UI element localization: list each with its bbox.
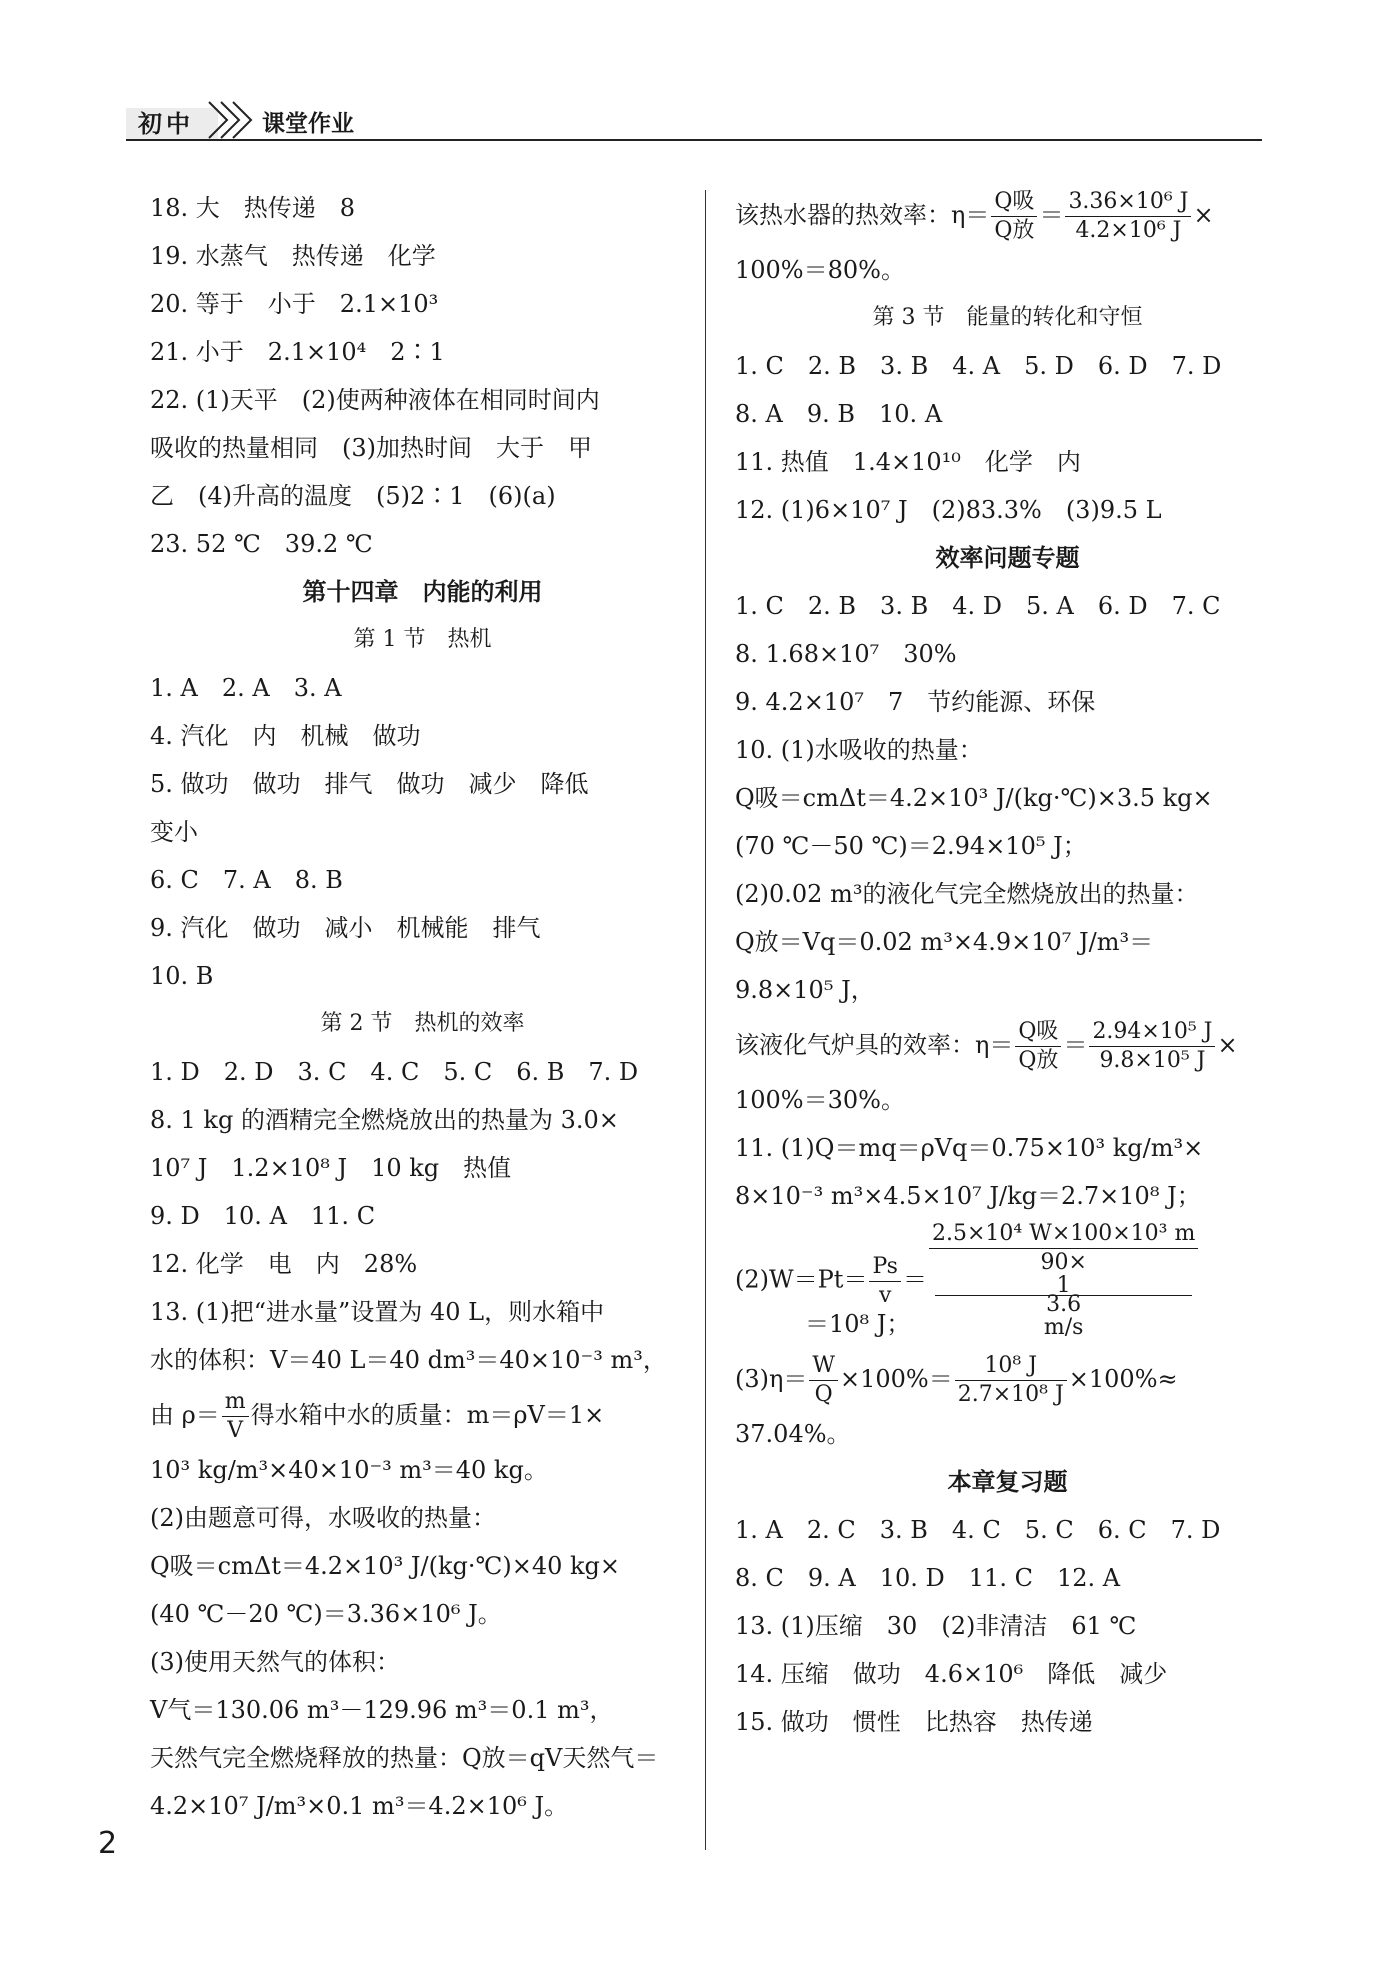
answer-line: 37.04%。 [735, 1420, 851, 1448]
right-column [735, 184, 1280, 1746]
answer-line: 10. B [150, 962, 214, 990]
text-segment: ＝ [902, 1265, 927, 1294]
fraction-denominator [929, 1249, 1198, 1342]
answer-line: 15. 做功 惯性 比热容 热传递 [735, 1708, 1093, 1736]
text-segment: × [1193, 201, 1214, 229]
fraction [222, 1388, 249, 1445]
answer-line: Q吸＝cmΔt＝4.2×10³ J/(kg·℃)×40 kg× [150, 1552, 621, 1580]
answer-line: 水的体积：V＝40 L＝40 dm³＝40×10⁻³ m³， [150, 1346, 667, 1374]
answer-line: 1. C 2. B 3. B 4. A 5. D 6. D 7. D [735, 352, 1222, 380]
fraction-numerator: 3.36×10⁶ J [1065, 188, 1191, 217]
answer-line: 1. C 2. B 3. B 4. D 5. A 6. D 7. C [735, 592, 1221, 620]
answer-line: 6. C 7. A 8. B [150, 866, 343, 894]
answer-line: 9. D 10. A 11. C [150, 1202, 376, 1230]
fraction-numerator: 2.94×10⁵ J [1089, 1018, 1215, 1047]
answer-line: 天然气完全燃烧释放的热量：Q放＝qV天然气＝ [150, 1744, 659, 1772]
answer-line: 1. A 2. A 3. A [150, 674, 342, 702]
answer-line: 23. 52 ℃ 39.2 ℃ [150, 530, 373, 558]
fraction-denominator: v [879, 1282, 892, 1308]
answer-line: 21. 小于 2.1×10⁴ 2∶1 [150, 338, 445, 366]
header-series-title: 课堂作业 [262, 111, 354, 137]
fraction-denominator: 3.6 [1046, 1292, 1082, 1317]
fraction [1065, 188, 1191, 245]
column-divider [705, 190, 706, 1850]
answer-line: 乙 (4)升高的温度 (5)2∶1 (6)(a) [150, 482, 556, 510]
answer-line: (40 ℃－20 ℃)＝3.36×10⁶ J。 [150, 1600, 502, 1628]
page-number: 2 [98, 1826, 118, 1861]
answer-line: 22. (1)天平 (2)使两种液体在相同时间内 [150, 386, 600, 414]
answer-line: 8. 1 kg 的酒精完全燃烧放出的热量为 3.0× [150, 1106, 619, 1134]
double-chevron-icon [205, 98, 255, 142]
header-grade: 初中 [138, 110, 194, 138]
fraction-numerator: Q吸 [991, 188, 1037, 217]
answer-line: 10³ kg/m³×40×10⁻³ m³＝40 kg。 [150, 1456, 548, 1484]
text-segment: 得水箱中水的质量：m＝ρV＝1× [250, 1401, 605, 1429]
text-segment: (3)η＝ [735, 1365, 808, 1393]
answer-line: 11. (1)Q＝mq＝ρVq＝0.75×10³ kg/m³× [735, 1134, 1204, 1162]
answer-line: 8×10⁻³ m³×4.5×10⁷ J/kg＝2.7×10⁸ J； [735, 1182, 1201, 1210]
section-title: 第 1 节 热机 [353, 627, 492, 652]
answer-line: 100%＝80%。 [735, 256, 905, 284]
fraction [1089, 1018, 1215, 1075]
text-segment: ×100%＝ [840, 1365, 953, 1393]
formula-line [150, 1384, 695, 1446]
text-segment: ×100%≈ [1068, 1365, 1178, 1393]
text-segment: 该液化气炉具的效率：η＝ [735, 1031, 1014, 1059]
fraction [929, 1220, 1198, 1342]
fraction-denominator: 4.2×10⁶ J [1075, 218, 1182, 243]
fraction-denominator: Q [814, 1382, 833, 1407]
text-segment: 该热水器的热效率：η＝ [735, 201, 990, 229]
text-segment: (2)W＝Pt＝ [735, 1265, 868, 1294]
text-segment: 由 ρ＝ [150, 1401, 220, 1429]
formula-line [735, 1348, 1280, 1410]
answer-line: 12. 化学 电 内 28% [150, 1250, 418, 1278]
answer-line: (2)0.02 m³的液化气完全燃烧放出的热量： [735, 880, 1199, 908]
section-title: 第 3 节 能量的转化和守恒 [872, 305, 1143, 330]
fraction [991, 188, 1037, 245]
answer-line: 9. 汽化 做功 减小 机械能 排气 [150, 914, 541, 942]
answer-line: 19. 水蒸气 热传递 化学 [150, 242, 436, 270]
answer-line: 变小 [150, 818, 198, 846]
answer-line: 18. 大 热传递 8 [150, 194, 356, 222]
text-segment: ＝ [1039, 201, 1064, 229]
answer-line: ＝10⁸ J； [805, 1310, 911, 1338]
text-segment: m/s [1043, 1315, 1084, 1340]
answer-line: 5. 做功 做功 排气 做功 减少 降低 [150, 770, 589, 798]
answer-line: 11. 热值 1.4×10¹⁰ 化学 内 [735, 448, 1081, 476]
answer-line: V气＝130.06 m³－129.96 m³＝0.1 m³， [150, 1696, 614, 1724]
text-segment: 90× [1040, 1250, 1087, 1275]
chapter-title: 第十四章 内能的利用 [302, 578, 543, 606]
answer-line: 100%＝30%。 [735, 1086, 905, 1114]
answer-line: 20. 等于 小于 2.1×10³ [150, 290, 439, 318]
answer-line: Q吸＝cmΔt＝4.2×10³ J/(kg·℃)×3.5 kg× [735, 784, 1213, 812]
formula-line [735, 184, 1280, 246]
fraction-numerator: 2.5×10⁴ W×100×10³ m [929, 1220, 1198, 1249]
fraction-denominator: 2.7×10⁸ J [957, 1382, 1064, 1407]
answer-line: 12. (1)6×10⁷ J (2)83.3% (3)9.5 L [735, 496, 1162, 524]
answer-line: 13. (1)把“进水量”设置为 40 L，则水箱中 [150, 1298, 605, 1326]
answer-line: 吸收的热量相同 (3)加热时间 大于 甲 [150, 434, 592, 462]
answer-line: 9. 4.2×10⁷ 7 节约能源、环保 [735, 688, 1096, 716]
fraction [955, 1352, 1067, 1409]
inner-fraction [932, 1273, 1195, 1317]
fraction-denominator: V [227, 1418, 244, 1443]
answer-line: 14. 压缩 做功 4.6×10⁶ 降低 减少 [735, 1660, 1168, 1688]
answer-line: 1. A 2. C 3. B 4. C 5. C 6. C 7. D [735, 1516, 1221, 1544]
answer-line: 8. A 9. B 10. A [735, 400, 943, 428]
fraction-numerator: 1 [935, 1277, 1192, 1296]
header-divider [126, 139, 1262, 141]
section-title: 第 2 节 热机的效率 [320, 1011, 525, 1036]
text-segment: × [1217, 1031, 1238, 1059]
fraction-numerator: Ps [869, 1253, 901, 1282]
fraction-numerator: m [222, 1388, 249, 1417]
answer-line: 8. C 9. A 10. D 11. C 12. A [735, 1564, 1121, 1592]
fraction-numerator: W [809, 1352, 838, 1381]
answer-line: 10⁷ J 1.2×10⁸ J 10 kg 热值 [150, 1154, 512, 1182]
fraction-numerator: 10⁸ J [955, 1352, 1067, 1381]
fraction-denominator: Q放 [994, 218, 1035, 243]
fraction-denominator: 9.8×10⁵ J [1099, 1048, 1206, 1073]
answer-line: 4. 汽化 内 机械 做功 [150, 722, 421, 750]
text-segment: ＝ [1063, 1031, 1088, 1059]
answer-line: Q放＝Vq＝0.02 m³×4.9×10⁷ J/m³＝ [735, 928, 1154, 956]
fraction [1015, 1018, 1061, 1075]
fraction-numerator: Q吸 [1015, 1018, 1061, 1047]
answer-line: (2)由题意可得，水吸收的热量： [150, 1504, 496, 1532]
answer-line: 8. 1.68×10⁷ 30% [735, 640, 957, 668]
answer-line: 4.2×10⁷ J/m³×0.1 m³＝4.2×10⁶ J。 [150, 1792, 569, 1820]
answer-line: (3)使用天然气的体积： [150, 1648, 400, 1676]
left-column [150, 184, 695, 1830]
topic-title: 效率问题专题 [935, 544, 1080, 572]
review-title: 本章复习题 [947, 1468, 1068, 1496]
answer-line: 1. D 2. D 3. C 4. C 5. C 6. B 7. D [150, 1058, 639, 1086]
fraction [809, 1352, 838, 1409]
answer-line: 13. (1)压缩 30 (2)非清洁 61 ℃ [735, 1612, 1137, 1640]
answer-line: (70 ℃－50 ℃)＝2.94×10⁵ J； [735, 832, 1087, 860]
answer-line: 9.8×10⁵ J， [735, 976, 875, 1004]
answer-line: 10. (1)水吸收的热量： [735, 736, 983, 764]
formula-line [735, 1014, 1280, 1076]
fraction-denominator: Q放 [1018, 1048, 1059, 1073]
